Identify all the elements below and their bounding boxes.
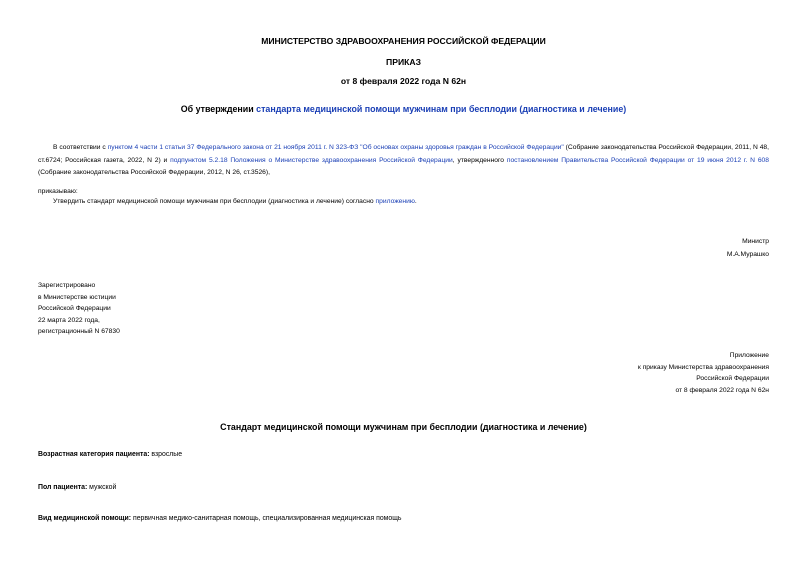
patient-sex-field <box>38 484 116 491</box>
patient-sex-value: мужской <box>87 484 117 491</box>
standard-link[interactable]: стандарта медицинской помощи мужчинам при бесплодии (диагностика и лечение) <box>256 104 627 114</box>
preamble-text-2: (Собрание законодательства Российской Федерации, 2011, N 48, ст.6724; Российская газета, 2022, N 2) и <box>38 144 769 164</box>
approval-paragraph <box>38 196 769 209</box>
order-title <box>0 104 807 114</box>
ordering-word: приказываю: <box>38 188 78 195</box>
age-category-label: Возрастная категория пациента: <box>38 451 150 458</box>
registration-line: 22 марта 2022 года, <box>38 316 100 324</box>
signature-position: Министр <box>742 238 769 245</box>
preamble-text-4: (Собрание законодательства Российской Федерации, 2012, N 26, ст.3526), <box>38 169 270 176</box>
appendix-line: к приказу Министерства здравоохранения <box>637 363 769 371</box>
ministry-heading: МИНИСТЕРСТВО ЗДРАВООХРАНЕНИЯ РОССИЙСКОЙ ФЕДЕРАЦИИ <box>261 36 546 46</box>
care-type-value: первичная медико-санитарная помощь, специализированная медицинская помощь <box>131 515 402 522</box>
appendix-line: Российской Федерации <box>696 375 769 382</box>
care-type-label: Вид медицинской помощи: <box>38 515 132 522</box>
preamble-text-3: , утвержденного <box>452 156 507 164</box>
standard-title: Стандарт медицинской помощи мужчинам при бесплодии (диагностика и лечение) <box>220 422 587 432</box>
age-category-value: взрослые <box>149 451 183 458</box>
government-decree-link[interactable]: постановлением Правительства Российской Федерации от 19 июня 2012 г. N 608 <box>506 156 769 164</box>
registration-line: Зарегистрировано <box>38 282 96 289</box>
approval-text: Утвердить стандарт медицинской помощи мужчинам при бесплодии (диагностика и лечение) согласно <box>53 198 376 205</box>
age-category-field <box>38 451 182 458</box>
registration-block <box>38 280 120 338</box>
approval-period: . <box>414 198 417 205</box>
preamble-text-1: В соответствии с <box>53 144 108 151</box>
appendix-line: Приложение <box>729 352 769 359</box>
patient-sex-label: Пол пациента: <box>38 484 88 491</box>
appendix-line: от 8 февраля 2022 года N 62н <box>675 386 769 394</box>
appendix-link[interactable]: приложению <box>375 198 415 205</box>
order-date: от 8 февраля 2022 года N 62н <box>340 76 467 86</box>
care-type-field <box>38 515 402 522</box>
order-title-prefix: Об утверждении <box>180 104 257 114</box>
preamble-paragraph <box>38 142 769 180</box>
registration-line: Российской Федерации <box>38 305 111 312</box>
federal-law-link[interactable]: пунктом 4 части 1 статьи 37 Федерального закона от 21 ноября 2011 г. N 323-ФЗ "Об основах охраны здоровья граждан в Российской Федерации" <box>107 144 564 151</box>
signature-name: М.А.Мурашко <box>726 250 769 258</box>
appendix-block <box>638 350 769 396</box>
signature-block <box>727 236 769 261</box>
registration-line: в Министерстве юстиции <box>38 293 116 301</box>
order-heading: ПРИКАЗ <box>386 57 421 67</box>
regulation-link[interactable]: подпунктом 5.2.18 Положения о Министерстве здравоохранения Российской Федерации <box>170 156 453 164</box>
registration-line: регистрационный N 67830 <box>38 328 120 335</box>
